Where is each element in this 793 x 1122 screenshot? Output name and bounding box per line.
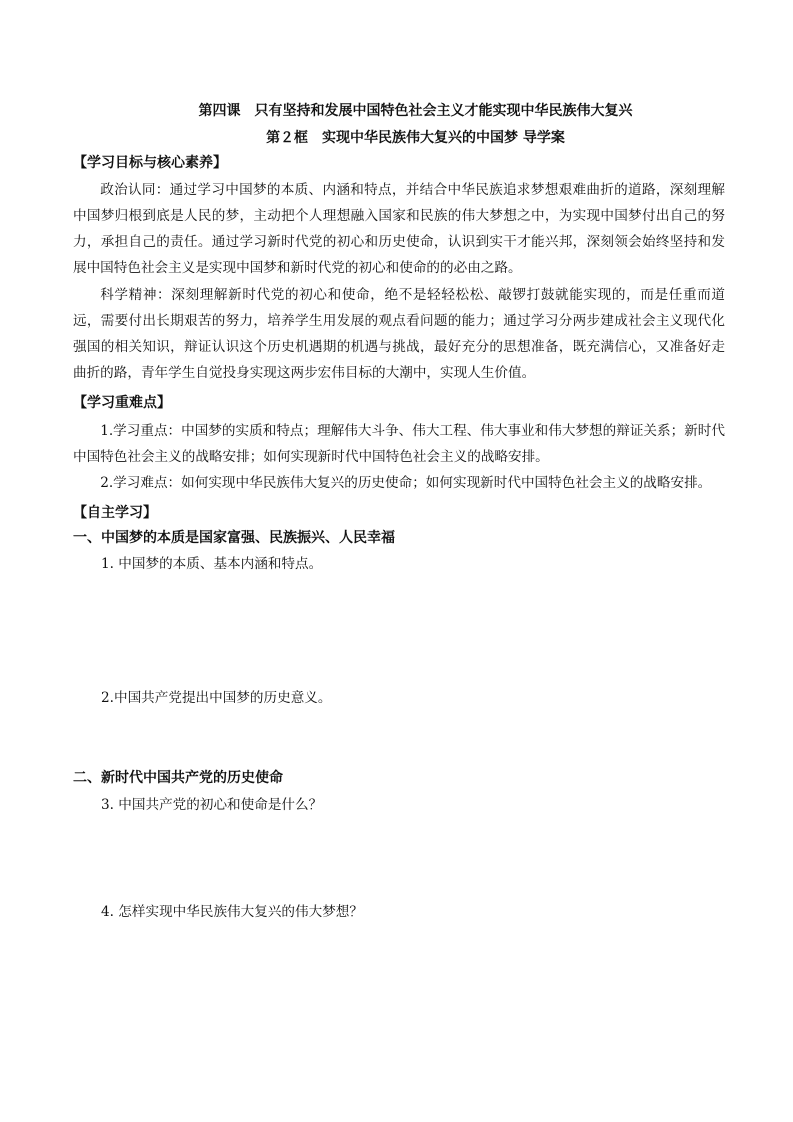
goals-heading: 【学习目标与核心素养】 <box>73 155 227 171</box>
key-points-heading: 【学习重难点】 <box>73 395 171 411</box>
lesson-title: 第四课 只有坚持和发展中国特色社会主义才能实现中华民族伟大复兴 <box>198 103 633 119</box>
section-title: 第２框 实现中华民族伟大复兴的中国梦 导学案 <box>266 130 565 146</box>
self-study-heading: 【自主学习】 <box>73 505 157 521</box>
section2-title: 二、新时代中国共产党的历史使命 <box>73 770 283 786</box>
key-points-difficult: 2.学习难点：如何实现中华民族伟大复兴的历史使命；如何实现新时代中国特色社会主义的战略安排。 <box>100 475 712 491</box>
goals-political: 政治认同：通过学习中国梦的本质、内涵和特点，并结合中华民族追求梦想艰难曲折的道路，深刻理解中国梦归根到底是人民的梦，主动把个人理想融入国家和民族的伟大梦想之中，为实现中国梦付出自己的努力，承担自己的责任。通过学习新时代党的初心和历史使命，认识到实干才能兴邦，深刻领会始终坚持和发展中国特色社会主义是实现中国梦和新时代党的初心和使命的的必由之路。 <box>73 182 725 276</box>
section1-title: 一、中国梦的本质是国家富强、民族振兴、人民幸福 <box>73 530 395 546</box>
question-4: 4. 怎样实现中华民族伟大复兴的伟大梦想？ <box>101 904 363 920</box>
goals-science: 科学精神：深刻理解新时代党的初心和使命，绝不是轻轻松松、敲锣打鼓就能实现的，而是任重而道远，需要付出长期艰苦的努力，培养学生用发展的观点看问题的能力；通过学习分两步建成社会主义现代化强国的相关知识，辩证认识这个历史机遇期的机遇与挑战，最好充分的思想准备，既充满信心，又准备好走曲折的路，青年学生自觉投身实现这两步宏伟目标的大潮中，实现人生价值。 <box>73 287 725 381</box>
question-3: 3. 中国共产党的初心和使命是什么？ <box>101 797 323 813</box>
question-1: 1. 中国梦的本质、基本内涵和特点。 <box>101 556 323 572</box>
key-points-key: 1.学习重点：中国梦的实质和特点；理解伟大斗争、伟大工程、伟大事业和伟大梦想的辩证关系；新时代中国特色社会主义的战略安排；如何实现新时代中国特色社会主义的战略安排。 <box>73 423 725 465</box>
question-2: 2.中国共产党提出中国梦的历史意义。 <box>101 690 332 706</box>
